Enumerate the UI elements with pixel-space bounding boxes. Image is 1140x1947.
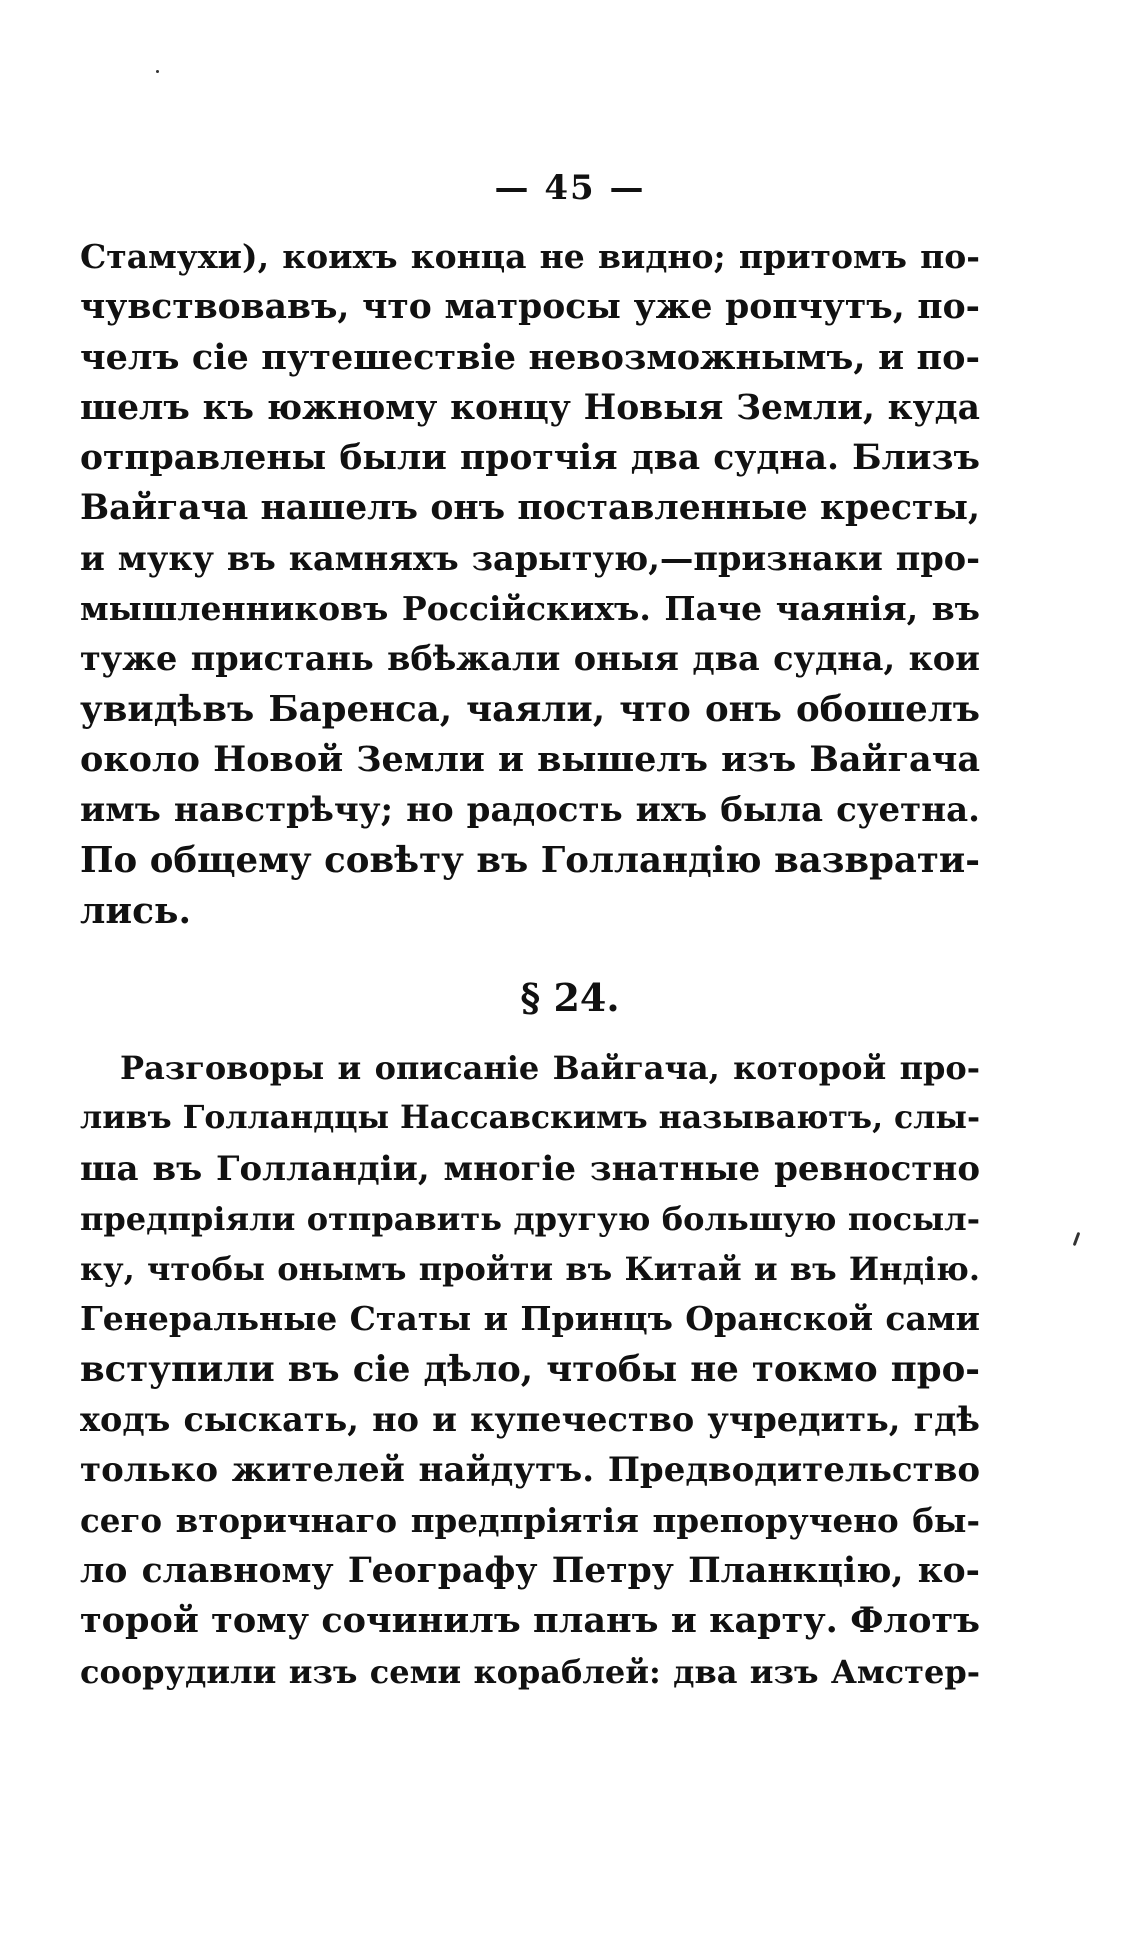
text-line: ло славному Географу Петру Планкцію, ко- xyxy=(80,1550,980,1591)
text-line: Разговоры и описаніе Вайгача, которой про- xyxy=(120,1049,980,1087)
text-line: шелъ къ южному концу Новыя Земли, куда xyxy=(80,387,980,428)
page-number: — 45 — xyxy=(494,168,646,208)
section-heading: § 24. xyxy=(520,975,620,1020)
text-line: лись. xyxy=(80,889,191,932)
text-line: предпріяли отправить другую большую посыл- xyxy=(80,1199,980,1238)
text-line: По общему совѣту въ Голландію вазврати- xyxy=(80,839,980,881)
text-line: имъ навстрѣчу; но радость ихъ была суетна. xyxy=(80,790,980,831)
text-line: вступили въ сіе дѣло, чтобы не токмо про- xyxy=(80,1348,980,1390)
text-line: туже пристань вбѣжали оныя два судна, кои xyxy=(80,639,980,679)
ink-speck xyxy=(156,70,159,73)
text-line: соорудили изъ семи кораблей: два изъ Амстер- xyxy=(80,1652,980,1691)
text-line: чувствовавъ, что матросы уже ропчутъ, по- xyxy=(80,287,980,328)
text-line: ша въ Голландіи, многіе знатные ревностно xyxy=(80,1148,980,1189)
text-line: и муку въ камняхъ зарытую,—признаки про- xyxy=(80,538,980,578)
text-line: увидѣвъ Баренса, чаяли, что онъ обошелъ xyxy=(80,688,980,730)
text-line: Стамухи), коихъ конца не видно; притомъ по- xyxy=(80,237,980,276)
text-line: Вайгача нашелъ онъ поставленные кресты, xyxy=(80,488,980,529)
text-line: торой тому сочинилъ планъ и карту. Флотъ xyxy=(80,1600,980,1642)
text-line: ходъ сыскать, но и купечество учредить, гдѣ xyxy=(80,1400,980,1440)
paragraph-2 xyxy=(80,1043,980,1697)
text-line: сего вторичнаго предпріятія препоручено бы- xyxy=(80,1500,980,1540)
ink-speck xyxy=(1073,1232,1081,1246)
text-line: мышленниковъ Россійскихъ. Паче чаянія, въ xyxy=(80,589,980,629)
text-line: ку, чтобы онымъ пройти въ Китай и въ Индію. xyxy=(80,1250,980,1289)
text-line: отправлены были протчія два судна. Близъ xyxy=(80,438,980,479)
text-line: около Новой Земли и вышелъ изъ Вайгача xyxy=(80,738,980,780)
text-line: Генеральные Статы и Принцъ Оранской сами xyxy=(80,1299,980,1339)
text-line: только жителей найдутъ. Предводительство xyxy=(80,1450,980,1491)
text-line: ливъ Голландцы Нассавскимъ называютъ, слы- xyxy=(80,1099,980,1137)
paragraph-1 xyxy=(80,232,980,936)
text-line: челъ сіе путешествіе невозможнымъ, и по- xyxy=(80,336,980,378)
